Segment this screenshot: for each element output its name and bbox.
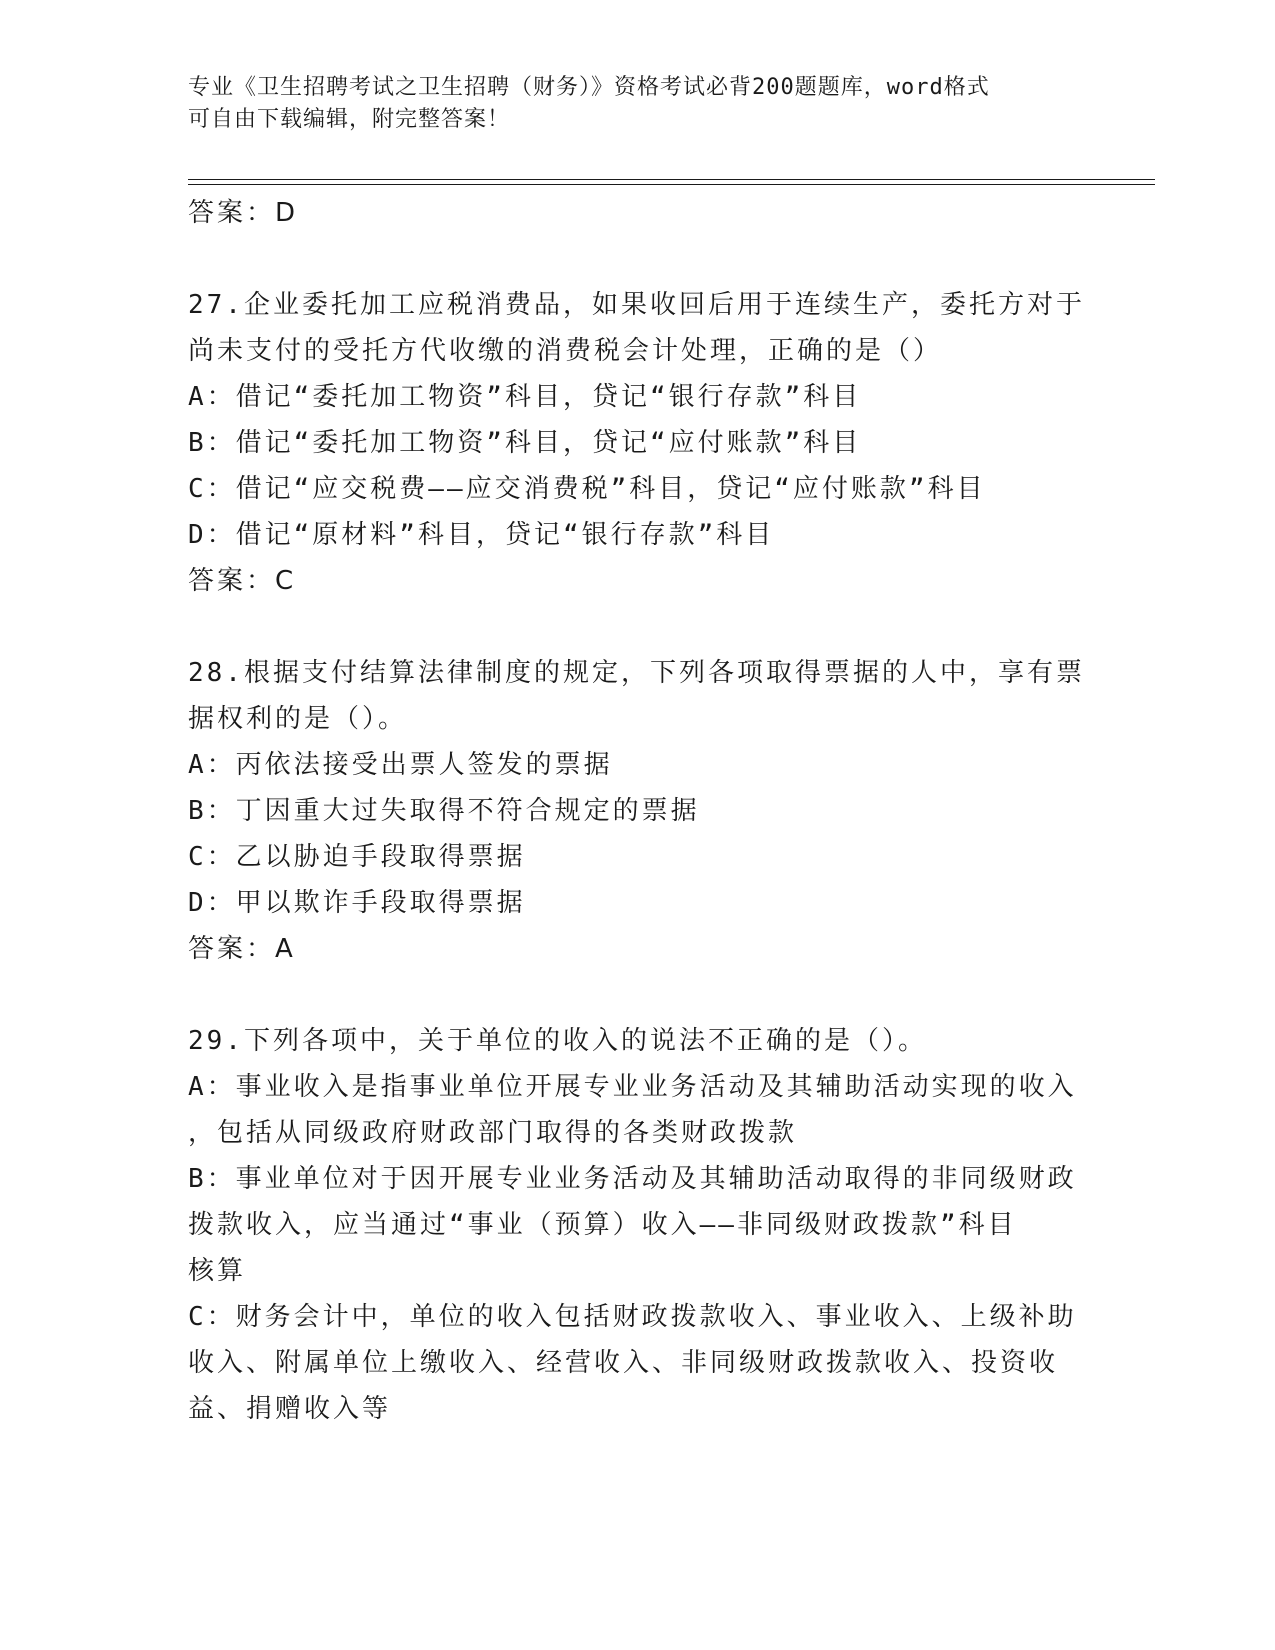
- question-stem: 28.根据支付结算法律制度的规定，下列各项取得票据的人中，享有票: [188, 658, 1085, 688]
- option-c: C：借记“应交税费——应交消费税”科目，贷记“应付账款”科目: [188, 474, 986, 504]
- answer-prev: 答案：D: [188, 198, 299, 228]
- page-header: [188, 72, 1088, 136]
- option-a: A：事业收入是指事业单位开展专业业务活动及其辅助活动实现的收入: [188, 1072, 1077, 1102]
- spacer: [188, 236, 1088, 282]
- option-c-cont: 收入、附属单位上缴收入、经营收入、非同级财政拨款收入、投资收: [188, 1348, 1059, 1378]
- option-c-cont: 益、捐赠收入等: [188, 1394, 392, 1424]
- answer: 答案：A: [188, 934, 296, 964]
- document-body: [188, 190, 1088, 1432]
- question-stem: 29.下列各项中，关于单位的收入的说法不正确的是（）。: [188, 1026, 927, 1056]
- question-stem: 尚未支付的受托方代收缴的消费税会计处理，正确的是（）: [188, 336, 943, 366]
- option-a: A：借记“委托加工物资”科目，贷记“银行存款”科目: [188, 382, 862, 412]
- option-c: C：乙以胁迫手段取得票据: [188, 842, 526, 872]
- question-28: [188, 650, 1088, 972]
- header-rule-top: [188, 179, 1155, 180]
- header-line-1: 专业《卫生招聘考试之卫生招聘（财务）》资格考试必背200题题库，word格式: [188, 75, 990, 100]
- option-b-cont: 核算: [188, 1256, 247, 1286]
- option-d: D：借记“原材料”科目，贷记“银行存款”科目: [188, 520, 775, 550]
- option-d: D：甲以欺诈手段取得票据: [188, 888, 526, 918]
- header-line-2: 可自由下载编辑，附完整答案！: [188, 107, 511, 132]
- option-a: A：丙依法接受出票人签发的票据: [188, 750, 613, 780]
- option-a-cont: ，包括从同级政府财政部门取得的各类财政拨款: [188, 1118, 798, 1148]
- spacer: [188, 972, 1088, 1018]
- header-rule-bottom: [188, 184, 1155, 185]
- spacer: [188, 604, 1088, 650]
- option-b-cont: 拨款收入，应当通过“事业（预算）收入——非同级财政拨款”科目: [188, 1210, 1017, 1240]
- option-b: B：丁因重大过失取得不符合规定的票据: [188, 796, 700, 826]
- answer: 答案：C: [188, 566, 297, 596]
- option-b: B：事业单位对于因开展专业业务活动及其辅助活动取得的非同级财政: [188, 1164, 1077, 1194]
- question-29: [188, 1018, 1088, 1432]
- question-stem: 据权利的是（）。: [188, 704, 408, 734]
- option-c: C：财务会计中，单位的收入包括财政拨款收入、事业收入、上级补助: [188, 1302, 1077, 1332]
- question-stem: 27.企业委托加工应税消费品，如果收回后用于连续生产，委托方对于: [188, 290, 1085, 320]
- question-27: [188, 282, 1088, 604]
- option-b: B：借记“委托加工物资”科目，贷记“应付账款”科目: [188, 428, 862, 458]
